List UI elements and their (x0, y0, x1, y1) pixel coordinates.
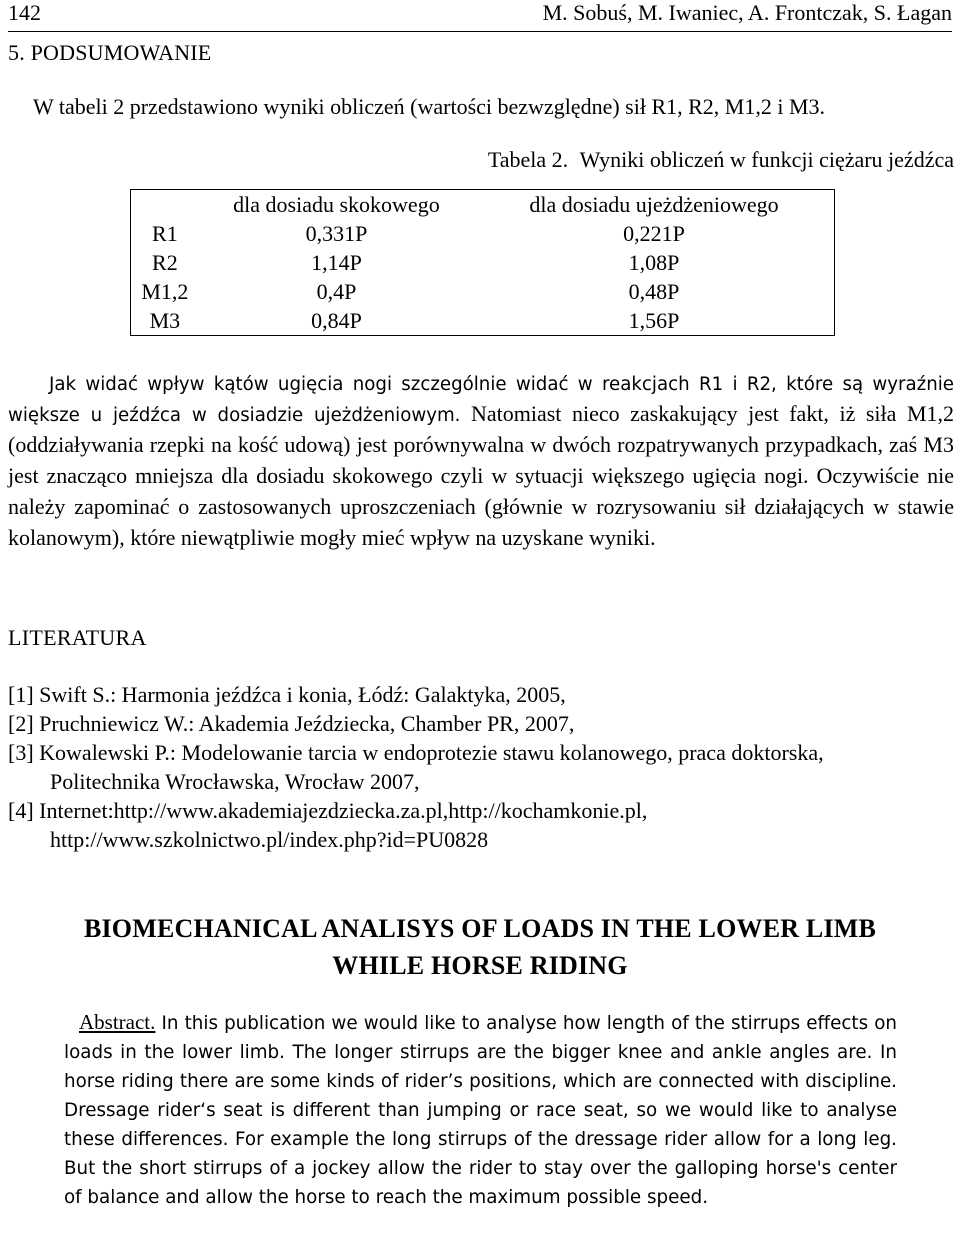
table-row (131, 248, 835, 277)
jumping-seat-value: 0,4P (316, 279, 357, 304)
summary-paragraph (8, 370, 954, 554)
table-row (131, 277, 835, 306)
english-title (0, 910, 960, 984)
abstract-paragraph (64, 1008, 897, 1212)
reference-marker: [3] (8, 740, 34, 765)
column-header-jumping-seat: dla dosiadu skokowego (199, 190, 474, 220)
english-title-line: WHILE HORSE RIDING (332, 951, 628, 980)
reference-item (8, 738, 954, 796)
reference-continuation-text: http://www.szkolnictwo.pl/index.php?id=PU0828 (50, 827, 489, 852)
table-caption (488, 146, 954, 174)
section-heading: 5. PODSUMOWANIE (8, 40, 212, 65)
summary-paragraph-second-part: Natomiast nieco zaskakujący jest fakt, iż siła M1,2 (oddziaływania rzepki na kość udową) jest porównywalna w dwóch rozpatrywanych przypadkach, zaś M3 jest znacząco mniejsza dla dosiadu skokowego czyli w sytuacji większego ugięcia nogi. Oczywiście nie należy zapominać o zastosowanych uproszczeniach (głównie w rozrysowaniu sił działających w stawie kolanowym), które niewątpliwie mogły mieć wpływ na uzyskane wyniki. (8, 401, 954, 550)
row-label: R1 (131, 219, 199, 248)
reference-marker: [1] (8, 682, 34, 707)
row-label: M1,2 (131, 277, 199, 306)
reference-item (8, 709, 954, 738)
jumping-seat-value: 0,331P (305, 221, 368, 246)
dressage-seat-value: 0,48P (474, 277, 834, 306)
reference-item (8, 680, 954, 709)
reference-text: Kowalewski P.: Modelowanie tarcia w endoprotezie stawu kolanowego, praca doktorska, (39, 740, 824, 765)
dressage-seat-value: 0,221P (474, 219, 834, 248)
abstract-text: In this publication we would like to analyse how length of the stirrups effects on loads in the lower limb. The longer stirrups are the bigger knee and ankle angles are. In horse riding there are some kinds of rider’s positions, which are connected with discipline. Dressage rider‘s seat is different than jumping or race seat, so we would like to analyse these differences. For example the long stirrups of the dressage rider allow for a long leg. But the short stirrups of a jockey allow the rider to stay over the galloping horse's center of balance and allow the horse to reach the maximum possible speed. (64, 1013, 897, 1208)
jumping-seat-value: 1,14P (311, 250, 362, 275)
table-title: Wyniki obliczeń w funkcji ciężaru jeźdźca (579, 147, 954, 172)
reference-item (8, 796, 954, 854)
results-table-body (131, 219, 835, 336)
table-corner-cell (131, 190, 199, 220)
author-running-head: M. Sobuś, M. Iwaniec, A. Frontczak, S. Łagan (542, 0, 952, 25)
reference-text: Internet:http://www.akademiajezdziecka.za.pl,http://kochamkonie.pl, (39, 798, 648, 823)
reference-continuation-text: Politechnika Wrocławska, Wrocław 2007, (50, 769, 420, 794)
reference-marker: [4] (8, 798, 34, 823)
section-intro-text: W tabeli 2 przedstawiono wyniki obliczeń (wartości bezwzględne) sił R1, R2, M1,2 i M3. (33, 94, 826, 119)
table-row (131, 306, 835, 336)
abstract-label: Abstract. (79, 1010, 156, 1034)
summary-paragraph-first-part: Jak widać wpływ kątów ugięcia nogi szczególnie widać w reakcjach R1 i R2, które są wyraźnie większe u jeźdźca w dosiadzie ujeżdżeniowym. (8, 374, 954, 426)
table-label: Tabela 2. (487, 147, 569, 172)
reference-text: Swift S.: Harmonia jeźdźca i konia, Łódź: Galaktyka, 2005, (39, 682, 566, 707)
table-row (131, 219, 835, 248)
results-table-header (131, 190, 835, 220)
column-header-dressage-seat: dla dosiadu ujeżdżeniowego (474, 190, 834, 220)
row-label: M3 (131, 306, 199, 336)
page-header (8, 0, 952, 32)
reference-marker: [2] (8, 711, 34, 736)
results-table (130, 189, 835, 336)
reference-text: Pruchniewicz W.: Akademia Jeździecka, Chamber PR, 2007, (39, 711, 575, 736)
reference-list (8, 680, 954, 854)
page-number: 142 (8, 0, 41, 25)
table-header-row (131, 190, 835, 220)
literature-heading: LITERATURA (8, 625, 147, 650)
english-title-line: BIOMECHANICAL ANALISYS OF LOADS IN THE LOWER LIMB (83, 914, 877, 943)
row-label: R2 (131, 248, 199, 277)
jumping-seat-value: 0,84P (199, 306, 474, 336)
dressage-seat-value: 1,08P (474, 248, 834, 277)
dressage-seat-value: 1,56P (474, 306, 834, 336)
